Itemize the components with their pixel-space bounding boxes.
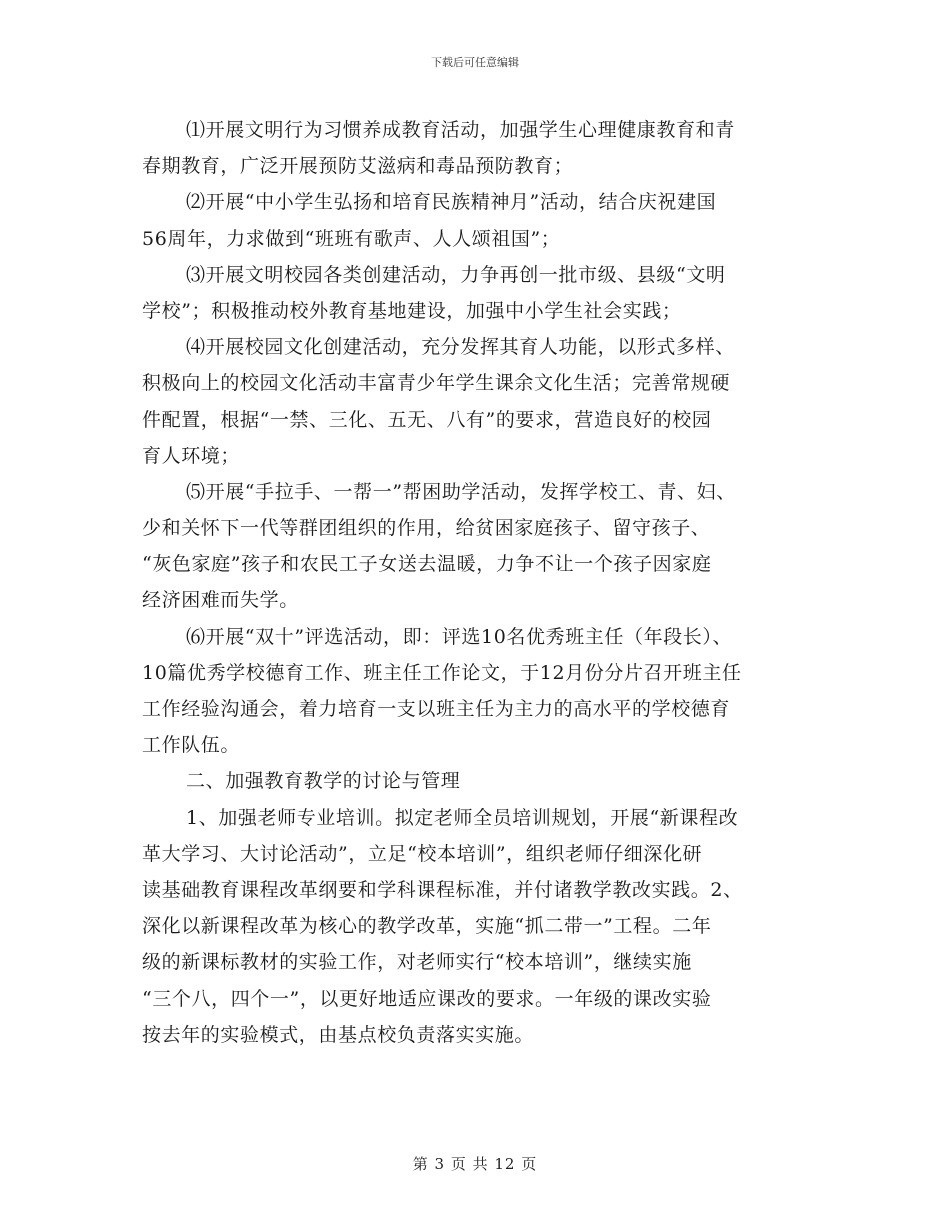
text-line: “三个八，四个一”，以更好地适应课改的要求。一年级的课改实验 <box>142 987 712 1010</box>
text-line: 按去年的实验模式，由基点校负责落实实施。 <box>142 1023 535 1046</box>
text-line: ⑷开展校园文化创建活动，充分发挥其育人功能，以形式多样、 <box>186 336 735 359</box>
page-number-footer: 第 3 页 共 12 页 <box>412 1155 538 1173</box>
text-line: 读基础教育课程改革纲要和学科课程标准，并付诸教学教改实践。2、 <box>142 878 743 901</box>
text-line: 工作经验沟通会，着力培育一支以班主任为主力的高水平的学校德育 <box>142 698 731 720</box>
text-line: 56周年，力求做到“班班有歌声、人人颂祖国”； <box>142 227 561 250</box>
text-line: 级的新课标教材的实验工作，对老师实行“校本培训”，继续实施 <box>142 951 692 974</box>
text-line: 工作队伍。 <box>142 734 241 757</box>
text-line: 10篇优秀学校德育工作、班主任工作论文，于12月份分片召开班主任 <box>142 661 742 684</box>
text-line: 春期教育，广泛开展预防艾滋病和毒品预防教育； <box>142 155 574 178</box>
text-line: ⑴开展文明行为习惯养成教育活动，加强学生心理健康教育和青 <box>186 119 735 141</box>
text-line: 革大学习、大讨论活动”，立足“校本培训”，组织老师仔细深化研 <box>142 842 703 865</box>
header-note: 下载后可任意编辑 <box>431 56 519 69</box>
text-line: ⑸开展“手拉手、一帮一”帮困助学活动，发挥学校工、青、妇、 <box>186 480 736 503</box>
document-body <box>142 112 822 1053</box>
text-line: ⑵开展“中小学生弘扬和培育民族精神月”活动，结合庆祝建国 <box>186 191 717 214</box>
text-line: ⑶开展文明校园各类创建活动，力争再创一批市级、县级“文明 <box>186 263 726 286</box>
text-line: 二、加强教育教学的讨论与管理 <box>186 770 461 793</box>
text-line: 1、加强老师专业培训。拟定老师全员培训规划，开展“新课程改 <box>186 806 739 829</box>
text-line: 学校”；积极推动校外教育基地建设，加强中小学生社会实践； <box>142 299 682 322</box>
text-line: “灰色家庭”孩子和农民工子女送去温暖，力争不让一个孩子因家庭 <box>142 553 712 576</box>
text-line: 件配置，根据“一禁、三化、五无、八有”的要求，营造良好的校园 <box>142 408 712 431</box>
text-line: 深化以新课程改革为核心的教学改革，实施“抓二带一”工程。二年 <box>142 915 712 938</box>
text-line: 经济困难而失学。 <box>142 589 299 612</box>
text-line: 积极向上的校园文化活动丰富青少年学生课余文化生活；完善常规硬 <box>142 372 731 395</box>
text-line: 育人环境； <box>142 444 241 467</box>
text-line: 少和关怀下一代等群团组织的作用，给贫困家庭孩子、留守孩子、 <box>142 517 711 540</box>
text-line: ⑹开展“双十”评选活动，即：评选10名优秀班主任（年段长）、 <box>186 625 733 648</box>
